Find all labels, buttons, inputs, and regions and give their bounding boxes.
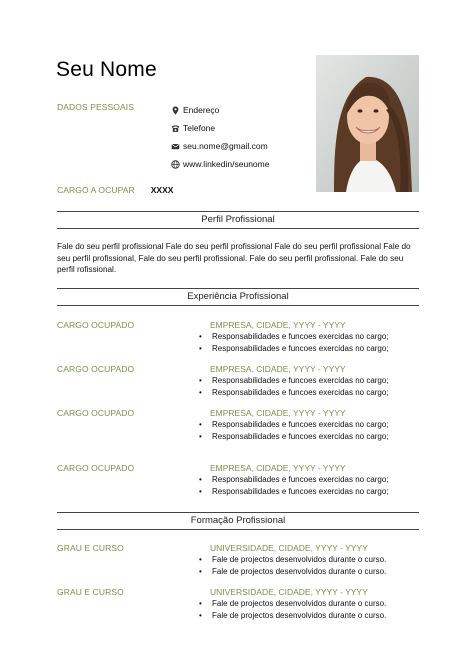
experience-role: CARGO OCUPADO [57,364,135,374]
contact-phone [171,119,269,137]
experience-role: CARGO OCUPADO [57,320,135,330]
education-school: UNIVERSIDADE, CIDADE, YYYY - YYYY [210,587,368,597]
experience-bullets [212,375,389,399]
contact-email-text[interactable]: seu.nome@gmail.com [183,141,268,151]
personal-data-label: DADOS PESSOAIS [57,102,134,112]
section-header-education: Formação Profissional [57,512,419,530]
email-icon [171,142,180,151]
experience-bullet: • Responsabilidades e funcoes exercidas no cargo; [212,331,389,343]
education-bullet: • Fale de projectos desenvolvidos durante o curso. [212,566,386,578]
education-bullet: • Fale de projectos desenvolvidos durante o curso. [212,598,386,610]
experience-company: EMPRESA, CIDADE, YYYY - YYYY [210,463,346,473]
section-header-experience: Experiência Profissional [57,288,419,306]
target-position-value: XXXX [150,185,174,195]
contact-website-text[interactable]: www.linkedin/seunome [183,159,270,169]
contact-address-text: Endereço [183,105,220,115]
education-degree: GRAU E CURSO [57,587,124,597]
contact-address [171,101,269,119]
experience-bullets [212,331,389,355]
experience-bullet: • Responsabilidades e funcoes exercidas no cargo; [212,387,389,399]
experience-bullet: • Responsabilidades e funcoes exercidas no cargo; [212,343,389,355]
experience-company: EMPRESA, CIDADE, YYYY - YYYY [210,320,346,330]
education-bullet: • Fale de projectos desenvolvidos durante o curso. [212,610,386,622]
experience-bullet: • Responsabilidades e funcoes exercidas no cargo; [212,431,389,443]
experience-bullet: • Responsabilidades e funcoes exercidas no cargo; [212,419,389,431]
experience-company: EMPRESA, CIDADE, YYYY - YYYY [210,364,346,374]
person-name: Seu Nome [56,58,157,81]
experience-role: CARGO OCUPADO [57,463,135,473]
experience-bullet: • Responsabilidades e funcoes exercidas no cargo; [212,486,389,498]
experience-company: EMPRESA, CIDADE, YYYY - YYYY [210,408,346,418]
education-degree: GRAU E CURSO [57,543,124,553]
contact-phone-text: Telefone [183,123,216,133]
experience-bullets [212,419,389,443]
target-position-row [57,185,173,195]
experience-bullets [212,474,389,498]
experience-bullet: • Responsabilidades e funcoes exercidas no cargo; [212,375,389,387]
education-bullets [212,598,386,622]
profile-photo [316,55,419,192]
experience-bullet: • Responsabilidades e funcoes exercidas no cargo; [212,474,389,486]
profile-summary: Fale do seu perfil profissional Fale do seu perfil profissional Fale do seu perfil profissional Fale do seu perfil profissional, Fale do seu perfil profissional. Fale do seu perfil profissional. Fale do seu perfil rofissional. [57,242,411,275]
globe-icon [171,160,180,169]
section-header-profile: Perfil Profissional [57,211,419,229]
contact-email [171,137,269,155]
experience-role: CARGO OCUPADO [57,408,135,418]
phone-icon [171,124,180,133]
contact-website [171,155,269,173]
contact-list [171,101,269,173]
education-bullet: • Fale de projectos desenvolvidos durante o curso. [212,554,386,566]
location-pin-icon [171,106,180,115]
education-school: UNIVERSIDADE, CIDADE, YYYY - YYYY [210,543,368,553]
target-position-label: CARGO A OCUPAR [57,185,135,195]
education-bullets [212,554,386,578]
